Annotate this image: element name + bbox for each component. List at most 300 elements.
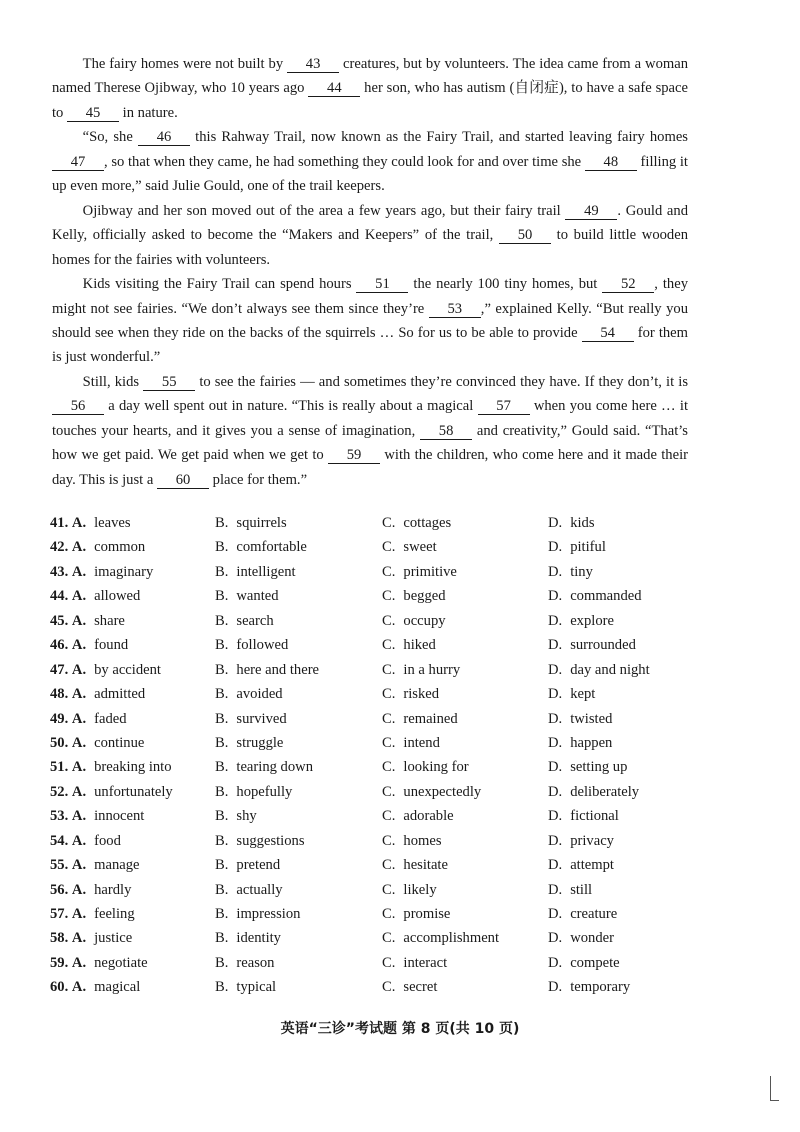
option-b bbox=[215, 979, 276, 996]
option-text: adorable bbox=[403, 808, 454, 825]
option-text: intend bbox=[403, 734, 440, 751]
option-a bbox=[50, 539, 145, 556]
question-number: 58. bbox=[50, 930, 69, 947]
blank-56: 56 bbox=[52, 398, 104, 415]
question-row bbox=[50, 711, 690, 735]
option-c bbox=[382, 784, 481, 801]
option-b bbox=[215, 833, 305, 850]
option-letter: B. bbox=[215, 563, 229, 580]
option-letter: B. bbox=[215, 588, 229, 605]
option-c bbox=[382, 711, 458, 728]
option-a bbox=[50, 637, 128, 654]
option-text: suggestions bbox=[236, 832, 305, 849]
option-letter: D. bbox=[548, 857, 563, 874]
option-letter: B. bbox=[215, 710, 229, 727]
blank-54: 54 bbox=[582, 325, 634, 342]
question-number: 54. bbox=[50, 832, 69, 849]
option-text: occupy bbox=[403, 612, 446, 629]
question-row bbox=[50, 906, 690, 930]
option-letter: A. bbox=[71, 637, 87, 654]
option-text: looking for bbox=[403, 759, 469, 776]
option-letter: A. bbox=[71, 881, 87, 898]
option-d bbox=[548, 662, 650, 679]
option-b bbox=[215, 857, 280, 874]
blank-59: 59 bbox=[328, 447, 380, 464]
option-letter: D. bbox=[548, 539, 563, 556]
question-number: 42. bbox=[50, 539, 69, 556]
option-letter: D. bbox=[548, 515, 563, 531]
option-text: justice bbox=[94, 930, 133, 947]
option-letter: B. bbox=[215, 979, 229, 996]
question-number: 46. bbox=[50, 637, 69, 654]
option-d bbox=[548, 515, 595, 532]
option-d bbox=[548, 759, 627, 776]
option-text: kids bbox=[570, 515, 595, 531]
option-b bbox=[215, 686, 283, 703]
passage-text: The fairy homes were not built by bbox=[82, 56, 288, 72]
option-letter: A. bbox=[71, 783, 87, 800]
blank-44: 44 bbox=[308, 80, 360, 97]
passage-text: filling it up even more,” said Julie Gould, one of the trail keepers. bbox=[52, 153, 688, 195]
option-letter: C. bbox=[382, 954, 396, 971]
option-text: compete bbox=[570, 954, 620, 971]
option-letter: D. bbox=[548, 637, 563, 654]
option-letter: C. bbox=[382, 930, 396, 947]
option-c bbox=[382, 539, 437, 556]
question-row bbox=[50, 539, 690, 563]
question-number: 53. bbox=[50, 808, 69, 825]
option-letter: C. bbox=[382, 808, 396, 825]
option-letter: A. bbox=[71, 686, 87, 703]
option-letter: A. bbox=[71, 759, 87, 776]
option-a bbox=[50, 711, 127, 728]
passage-text: . Gould and Kelly, officially asked to become the “Makers and Keepers” of the trail, bbox=[52, 202, 688, 244]
question-number: 55. bbox=[50, 857, 69, 874]
question-number: 45. bbox=[50, 612, 69, 629]
option-text: attempt bbox=[570, 857, 614, 874]
passage-text: in nature. bbox=[119, 104, 178, 121]
option-text: surrounded bbox=[570, 637, 636, 654]
option-letter: B. bbox=[215, 734, 229, 751]
option-letter: C. bbox=[382, 612, 396, 629]
page-footer: 英语“三诊”考试题 第 8 页(共 10 页) bbox=[280, 1021, 520, 1037]
option-c bbox=[382, 759, 469, 776]
option-text: actually bbox=[236, 881, 283, 898]
option-a bbox=[50, 808, 144, 825]
option-a bbox=[50, 686, 145, 703]
option-text: breaking into bbox=[94, 759, 172, 776]
option-b bbox=[215, 784, 292, 801]
option-d bbox=[548, 564, 593, 581]
option-letter: D. bbox=[548, 832, 563, 849]
option-text: secret bbox=[403, 979, 438, 996]
option-b bbox=[215, 539, 307, 556]
question-row bbox=[50, 613, 690, 637]
option-text: feeling bbox=[94, 906, 135, 922]
option-b bbox=[215, 930, 281, 947]
option-text: deliberately bbox=[570, 783, 640, 800]
option-letter: B. bbox=[215, 539, 229, 556]
question-number: 51. bbox=[50, 759, 69, 776]
blank-47: 47 bbox=[52, 154, 104, 171]
blank-51: 51 bbox=[356, 276, 408, 293]
option-text: common bbox=[94, 539, 146, 556]
option-letter: A. bbox=[71, 539, 87, 556]
option-text: reason bbox=[236, 954, 275, 971]
option-text: continue bbox=[94, 734, 145, 751]
option-b bbox=[215, 613, 274, 630]
option-text: setting up bbox=[570, 759, 628, 776]
option-c bbox=[382, 979, 437, 996]
blank-55: 55 bbox=[143, 374, 195, 391]
option-letter: D. bbox=[548, 734, 563, 751]
option-c bbox=[382, 882, 437, 899]
corner-crop-mark bbox=[770, 1076, 779, 1101]
blank-57: 57 bbox=[478, 398, 530, 415]
option-letter: B. bbox=[215, 637, 229, 654]
question-number: 41. bbox=[50, 515, 69, 531]
option-text: hardly bbox=[94, 881, 132, 898]
passage-text: the nearly 100 tiny homes, but bbox=[408, 276, 603, 293]
option-text: manage bbox=[94, 857, 140, 874]
passage-text: , they might not see fairies. “We don’t always see them since they’re bbox=[52, 276, 688, 317]
option-text: hesitate bbox=[403, 857, 448, 874]
question-row bbox=[50, 882, 690, 906]
passage-text: a day well spent out in nature. “This is really about a magical bbox=[104, 398, 478, 415]
option-text: struggle bbox=[236, 734, 284, 751]
option-b bbox=[215, 564, 296, 581]
question-row bbox=[50, 735, 690, 759]
passage-text: Still, kids bbox=[82, 373, 144, 390]
passage-text: creatures, but by volunteers. The idea came from a woman named Therese Ojibway, who 10 years ago bbox=[52, 56, 688, 97]
option-text: search bbox=[236, 612, 274, 629]
option-text: in a hurry bbox=[403, 661, 461, 678]
paragraph-4 bbox=[52, 272, 688, 370]
question-number: 47. bbox=[50, 661, 69, 678]
option-text: still bbox=[570, 881, 593, 898]
option-text: unexpectedly bbox=[403, 783, 482, 800]
option-d bbox=[548, 784, 639, 801]
answer-options bbox=[50, 515, 690, 1004]
option-a bbox=[50, 588, 140, 605]
option-b bbox=[215, 759, 313, 776]
option-c bbox=[382, 735, 440, 752]
option-letter: A. bbox=[71, 515, 87, 531]
blank-60: 60 bbox=[157, 472, 209, 489]
option-letter: C. bbox=[382, 906, 396, 922]
option-letter: D. bbox=[548, 710, 563, 727]
option-letter: B. bbox=[215, 857, 229, 874]
option-text: squirrels bbox=[236, 515, 287, 531]
option-text: interact bbox=[403, 954, 448, 971]
passage-text: her son, who has autism (自闭症), to have a safe space to bbox=[52, 80, 688, 121]
option-text: typical bbox=[236, 979, 277, 996]
question-row bbox=[50, 808, 690, 832]
blank-50: 50 bbox=[499, 227, 551, 244]
option-letter: A. bbox=[71, 857, 87, 874]
question-row bbox=[50, 588, 690, 612]
blank-46: 46 bbox=[138, 129, 190, 146]
passage-text: and creativity,” Gould said. “That’s how we get paid. We get paid when we get to bbox=[52, 422, 688, 464]
passage-text: with the children, who come here and it made their day. This is just a bbox=[52, 447, 688, 488]
option-letter: D. bbox=[548, 661, 563, 678]
option-text: kept bbox=[570, 686, 596, 703]
option-a bbox=[50, 930, 132, 947]
option-text: tiny bbox=[570, 563, 593, 580]
option-text: hiked bbox=[403, 637, 436, 654]
option-text: identity bbox=[236, 930, 281, 947]
option-letter: C. bbox=[382, 637, 396, 654]
option-letter: D. bbox=[548, 954, 563, 971]
option-text: happen bbox=[570, 734, 613, 751]
option-a bbox=[50, 662, 161, 679]
option-letter: C. bbox=[382, 686, 396, 703]
passage-text: when you come here … it touches your hearts, and it gives you a sense of imagination, bbox=[52, 398, 689, 439]
option-d bbox=[548, 906, 617, 923]
option-a bbox=[50, 613, 125, 630]
option-text: share bbox=[94, 612, 125, 629]
option-text: privacy bbox=[570, 832, 614, 849]
option-letter: C. bbox=[382, 783, 396, 800]
option-c bbox=[382, 564, 457, 581]
option-a bbox=[50, 882, 131, 899]
option-d bbox=[548, 539, 606, 556]
option-letter: B. bbox=[215, 783, 229, 800]
option-letter: B. bbox=[215, 686, 229, 703]
option-text: day and night bbox=[570, 661, 650, 678]
option-text: innocent bbox=[94, 808, 145, 825]
option-letter: A. bbox=[71, 588, 87, 605]
question-row bbox=[50, 930, 690, 954]
option-text: avoided bbox=[236, 686, 283, 703]
passage-text: place for them.” bbox=[209, 471, 308, 488]
option-b bbox=[215, 637, 288, 654]
option-letter: D. bbox=[548, 906, 563, 922]
blank-58: 58 bbox=[420, 423, 472, 440]
option-letter: C. bbox=[382, 881, 396, 898]
option-c bbox=[382, 588, 446, 605]
option-letter: A. bbox=[71, 710, 87, 727]
option-b bbox=[215, 735, 283, 752]
option-letter: B. bbox=[215, 515, 229, 531]
option-text: commanded bbox=[570, 588, 642, 605]
paragraph-3 bbox=[52, 199, 688, 272]
option-text: promise bbox=[403, 906, 451, 922]
paragraph-5 bbox=[52, 370, 688, 492]
option-letter: D. bbox=[548, 808, 563, 825]
option-c bbox=[382, 515, 451, 532]
option-text: imaginary bbox=[94, 563, 154, 580]
option-text: twisted bbox=[570, 710, 613, 727]
option-letter: A. bbox=[71, 930, 87, 947]
question-number: 60. bbox=[50, 979, 69, 996]
option-a bbox=[50, 784, 173, 801]
option-text: hopefully bbox=[236, 783, 293, 800]
blank-43: 43 bbox=[287, 56, 339, 73]
option-c bbox=[382, 955, 447, 972]
option-b bbox=[215, 955, 274, 972]
option-c bbox=[382, 613, 446, 630]
cloze-passage bbox=[52, 52, 688, 492]
option-letter: D. bbox=[548, 686, 563, 703]
option-text: accomplishment bbox=[403, 930, 500, 947]
option-text: pretend bbox=[236, 857, 281, 874]
option-text: allowed bbox=[94, 588, 141, 605]
option-text: wanted bbox=[236, 588, 279, 605]
option-d bbox=[548, 979, 630, 996]
question-row bbox=[50, 955, 690, 979]
option-letter: C. bbox=[382, 979, 396, 996]
option-text: leaves bbox=[94, 515, 131, 531]
question-row bbox=[50, 759, 690, 783]
option-d bbox=[548, 637, 636, 654]
option-letter: B. bbox=[215, 808, 229, 825]
option-b bbox=[215, 515, 287, 532]
option-letter: C. bbox=[382, 832, 396, 849]
option-d bbox=[548, 686, 595, 703]
option-text: creature bbox=[570, 906, 618, 922]
passage-text: “So, she bbox=[82, 129, 138, 146]
option-letter: A. bbox=[71, 734, 87, 751]
option-a bbox=[50, 857, 140, 874]
passage-text: this Rahway Trail, now known as the Fairy Trail, and started leaving fairy homes bbox=[190, 129, 688, 146]
option-letter: D. bbox=[548, 783, 563, 800]
option-text: temporary bbox=[570, 979, 631, 996]
option-text: fictional bbox=[570, 808, 619, 825]
option-text: begged bbox=[403, 588, 446, 605]
passage-text: , so that when they came, he had something they could look for and over time she bbox=[104, 153, 585, 170]
option-letter: B. bbox=[215, 881, 229, 898]
option-letter: B. bbox=[215, 906, 229, 922]
option-letter: A. bbox=[71, 832, 87, 849]
option-a bbox=[50, 735, 144, 752]
option-letter: C. bbox=[382, 857, 396, 874]
question-row bbox=[50, 784, 690, 808]
option-b bbox=[215, 662, 319, 679]
option-letter: B. bbox=[215, 954, 229, 971]
option-b bbox=[215, 711, 287, 728]
option-text: magical bbox=[94, 979, 141, 996]
passage-text: for them is just wonderful.” bbox=[52, 324, 688, 366]
option-c bbox=[382, 833, 442, 850]
option-c bbox=[382, 686, 439, 703]
question-number: 50. bbox=[50, 734, 69, 751]
passage-text: Kids visiting the Fairy Trail can spend hours bbox=[82, 276, 357, 293]
passage-text: to see the fairies — and sometimes they’re convinced they have. If they don’t, it is bbox=[195, 373, 688, 390]
blank-52: 52 bbox=[602, 276, 654, 293]
option-b bbox=[215, 906, 300, 923]
option-text: survived bbox=[236, 710, 287, 727]
option-d bbox=[548, 833, 614, 850]
option-text: unfortunately bbox=[94, 783, 173, 800]
option-text: food bbox=[94, 832, 121, 849]
question-number: 59. bbox=[50, 954, 69, 971]
option-letter: C. bbox=[382, 539, 396, 556]
option-d bbox=[548, 588, 642, 605]
option-letter: B. bbox=[215, 832, 229, 849]
option-c bbox=[382, 662, 460, 679]
option-d bbox=[548, 882, 592, 899]
option-text: primitive bbox=[403, 563, 457, 580]
option-c bbox=[382, 906, 450, 923]
option-a bbox=[50, 979, 140, 996]
question-number: 52. bbox=[50, 783, 69, 800]
option-letter: A. bbox=[71, 979, 87, 996]
option-d bbox=[548, 808, 619, 825]
option-text: pitiful bbox=[570, 539, 606, 556]
option-letter: C. bbox=[382, 759, 396, 776]
option-text: likely bbox=[403, 881, 437, 898]
option-letter: A. bbox=[71, 954, 87, 971]
paragraph-1 bbox=[52, 52, 688, 125]
question-number: 43. bbox=[50, 563, 69, 580]
option-text: comfortable bbox=[236, 539, 307, 556]
option-a bbox=[50, 833, 121, 850]
question-number: 49. bbox=[50, 710, 69, 727]
passage-text: ,” explained Kelly. “But really you should see when they ride on the backs of the squirrels … So for us to be able to provide bbox=[52, 300, 688, 341]
option-text: risked bbox=[403, 686, 440, 703]
option-letter: B. bbox=[215, 759, 229, 776]
blank-53: 53 bbox=[429, 301, 481, 318]
question-row bbox=[50, 857, 690, 881]
question-row bbox=[50, 564, 690, 588]
question-number: 57. bbox=[50, 906, 69, 922]
option-text: remained bbox=[403, 710, 458, 727]
option-a bbox=[50, 906, 135, 923]
option-a bbox=[50, 759, 172, 776]
passage-text: to build little wooden homes for the fairies with volunteers. bbox=[52, 227, 688, 268]
option-text: shy bbox=[236, 808, 257, 825]
option-letter: D. bbox=[548, 759, 563, 776]
option-a bbox=[50, 955, 148, 972]
option-letter: C. bbox=[382, 515, 396, 531]
option-letter: B. bbox=[215, 930, 229, 947]
blank-45: 45 bbox=[67, 105, 119, 122]
option-letter: B. bbox=[215, 661, 229, 678]
option-text: sweet bbox=[403, 539, 437, 556]
question-number: 48. bbox=[50, 686, 69, 703]
option-d bbox=[548, 735, 612, 752]
option-text: found bbox=[94, 637, 129, 654]
option-letter: A. bbox=[71, 563, 87, 580]
passage-text: Ojibway and her son moved out of the area a few years ago, but their fairy trail bbox=[82, 202, 566, 219]
question-number: 44. bbox=[50, 588, 69, 605]
option-c bbox=[382, 808, 454, 825]
option-text: faded bbox=[94, 710, 127, 727]
option-c bbox=[382, 930, 499, 947]
option-d bbox=[548, 857, 614, 874]
question-row bbox=[50, 979, 690, 1003]
option-text: homes bbox=[403, 832, 442, 849]
blank-48: 48 bbox=[585, 154, 637, 171]
option-c bbox=[382, 857, 448, 874]
question-row bbox=[50, 637, 690, 661]
option-letter: D. bbox=[548, 881, 563, 898]
option-b bbox=[215, 882, 283, 899]
option-letter: C. bbox=[382, 563, 396, 580]
option-letter: C. bbox=[382, 710, 396, 727]
option-b bbox=[215, 808, 257, 825]
option-d bbox=[548, 955, 620, 972]
option-b bbox=[215, 588, 279, 605]
question-row bbox=[50, 515, 690, 539]
option-d bbox=[548, 930, 614, 947]
option-letter: A. bbox=[71, 661, 87, 678]
option-a bbox=[50, 515, 131, 532]
question-row bbox=[50, 662, 690, 686]
option-text: by accident bbox=[94, 661, 161, 678]
option-letter: A. bbox=[71, 906, 87, 922]
